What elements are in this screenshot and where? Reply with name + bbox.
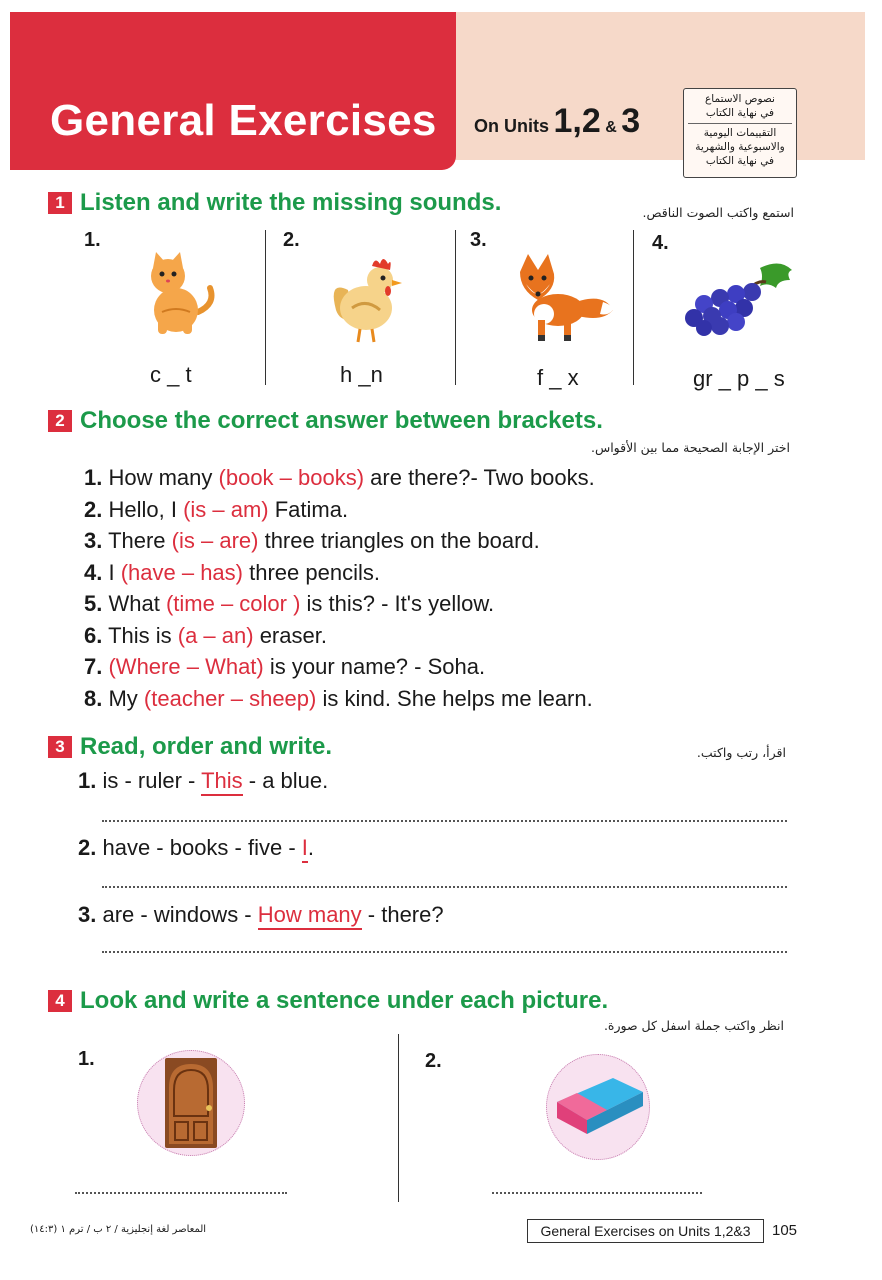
sentence-words: - there? [361,902,444,927]
question-text: My [102,685,144,711]
exercise-title: Read, order and write. [80,733,333,760]
picture-number: 1. [84,229,101,251]
answer-line[interactable] [102,820,787,822]
header-info-box [683,88,797,178]
question-text: three pencils. [243,559,380,585]
bracket-choices[interactable]: (is – are) [171,528,259,553]
cat-icon [138,252,218,337]
exercise-number-badge: 2 [48,410,72,432]
order-sentence [78,835,314,861]
units-comma: , [572,102,582,140]
picture-number: 2. [283,229,300,251]
column-divider [455,230,456,385]
order-sentence [78,902,444,928]
exercise-number-badge: 1 [48,192,72,214]
answer-line[interactable] [75,1192,287,1194]
question-item [84,588,595,620]
question-text: is kind. She helps me learn. [316,685,593,711]
exercise-number-badge: 3 [48,736,72,758]
question-text: This is [102,622,178,648]
capitalized-word: I [302,835,308,863]
question-text: is your name? - Soha. [263,654,486,679]
question-text: What [102,591,166,616]
exercise-2-heading [48,407,603,435]
info-box-line: والاسبوعية والشهرية [695,140,785,153]
missing-sound-word: f _ x [537,365,579,390]
question-item [84,525,595,557]
sentence-number: 2. [78,835,97,860]
missing-sound-word: gr _ p _ s [693,366,785,391]
bracket-choices[interactable]: (teacher – sheep) [143,685,317,711]
question-number: 7. [84,654,103,679]
question-item [84,462,595,494]
bracket-choices[interactable]: (Where – What) [108,654,264,679]
exercise-title: Choose the correct answer between brackets. [80,407,603,434]
exercise-4-heading [48,987,608,1015]
sentence-words: is - ruler - [96,768,202,793]
question-text: Fatima. [268,496,349,522]
page-number: 105 [772,1222,798,1239]
question-item [84,651,595,683]
picture-number: 1. [78,1048,95,1070]
footer-book-info: المعاصر لغة إنجليزية / ٢ ب / ترم ١ (١٤:٣) [30,1224,207,1235]
exercise-title: Listen and write the missing sounds. [80,189,502,216]
missing-sound-word: c _ t [150,362,192,387]
capitalized-word: This [201,768,243,796]
fox-icon [508,250,618,345]
info-box-line: نصوص الاستماع [705,93,775,105]
sentence-number: 1. [78,768,97,793]
capitalized-word: How many [258,902,362,930]
bracket-choices[interactable]: (book – books) [218,465,365,490]
unit-3-number: 3 [621,102,641,140]
sentence-number: 3. [78,902,97,927]
picture-number: 4. [652,232,669,254]
question-text: eraser. [253,622,327,648]
question-number: 4. [84,559,103,585]
units-ampersand: & [605,119,617,136]
exercise-2-arabic-instruction: اختر الإجابة الصحيحة مما بين الأقواس. [590,440,790,455]
question-text: I [102,559,121,585]
sentence-words: . [307,835,315,860]
question-text: are there?- Two books. [364,465,595,490]
eraser-icon [553,1068,647,1138]
door-icon [163,1056,219,1150]
exercise-1-arabic-instruction: استمع واكتب الصوت الناقص. [642,205,794,220]
question-number: 3. [84,528,103,553]
order-sentence [78,768,328,794]
picture-number: 2. [425,1050,442,1072]
exercise-1-heading [48,189,501,217]
hen-icon [328,250,408,345]
exercise-3-heading [48,733,332,761]
info-box-line: في نهاية الكتاب [705,154,775,167]
info-box-line: التقييمات اليومية [703,127,777,140]
unit-1-number: 1 [553,102,573,140]
question-list [84,462,595,714]
bracket-choices[interactable]: (is – am) [183,496,269,522]
question-text: How many [102,465,219,490]
sentence-words: have - books - five - [96,835,302,860]
bracket-choices[interactable]: (have – has) [120,559,243,585]
question-number: 5. [84,591,103,616]
bracket-choices[interactable]: (time – color ) [165,591,301,616]
answer-line[interactable] [102,886,787,888]
question-number: 1. [84,465,103,490]
sentence-words: - a blue. [242,768,329,793]
header-title-banner [10,12,456,170]
info-box-line: في نهاية الكتاب [705,106,775,119]
question-text: There [102,528,172,553]
footer-section-label: General Exercises on Units 1,2&3 [527,1219,764,1243]
column-divider [633,230,634,385]
info-box-divider [688,123,792,124]
question-item [84,683,595,715]
answer-line[interactable] [102,951,787,953]
exercise-title: Look and write a sentence under each picture. [80,987,609,1014]
question-number: 2. [84,496,103,522]
question-number: 6. [84,622,103,648]
exercise-number-badge: 4 [48,990,72,1012]
grapes-icon [680,258,800,338]
question-item [84,620,595,652]
question-number: 8. [84,685,103,711]
question-item [84,494,595,526]
unit-2-number: 2 [581,102,601,140]
page-title: General Exercises [50,96,437,145]
exercise-4-arabic-instruction: انظر واكتب جملة اسفل كل صورة. [603,1018,784,1033]
answer-line[interactable] [492,1192,702,1194]
question-text: is this? - It's yellow. [300,591,495,616]
units-prefix: On Units [474,116,549,136]
question-text: Hello, I [102,496,184,522]
column-divider [398,1034,399,1202]
question-text: three triangles on the board. [258,528,540,553]
column-divider [265,230,266,385]
question-item [84,557,595,589]
bracket-choices[interactable]: (a – an) [177,622,254,648]
missing-sound-word: h _n [340,362,383,387]
picture-number: 3. [470,229,487,251]
sentence-words: are - windows - [96,902,258,927]
units-subtitle [474,102,640,141]
exercise-3-arabic-instruction: اقرأ، رتب واكتب. [696,745,786,760]
